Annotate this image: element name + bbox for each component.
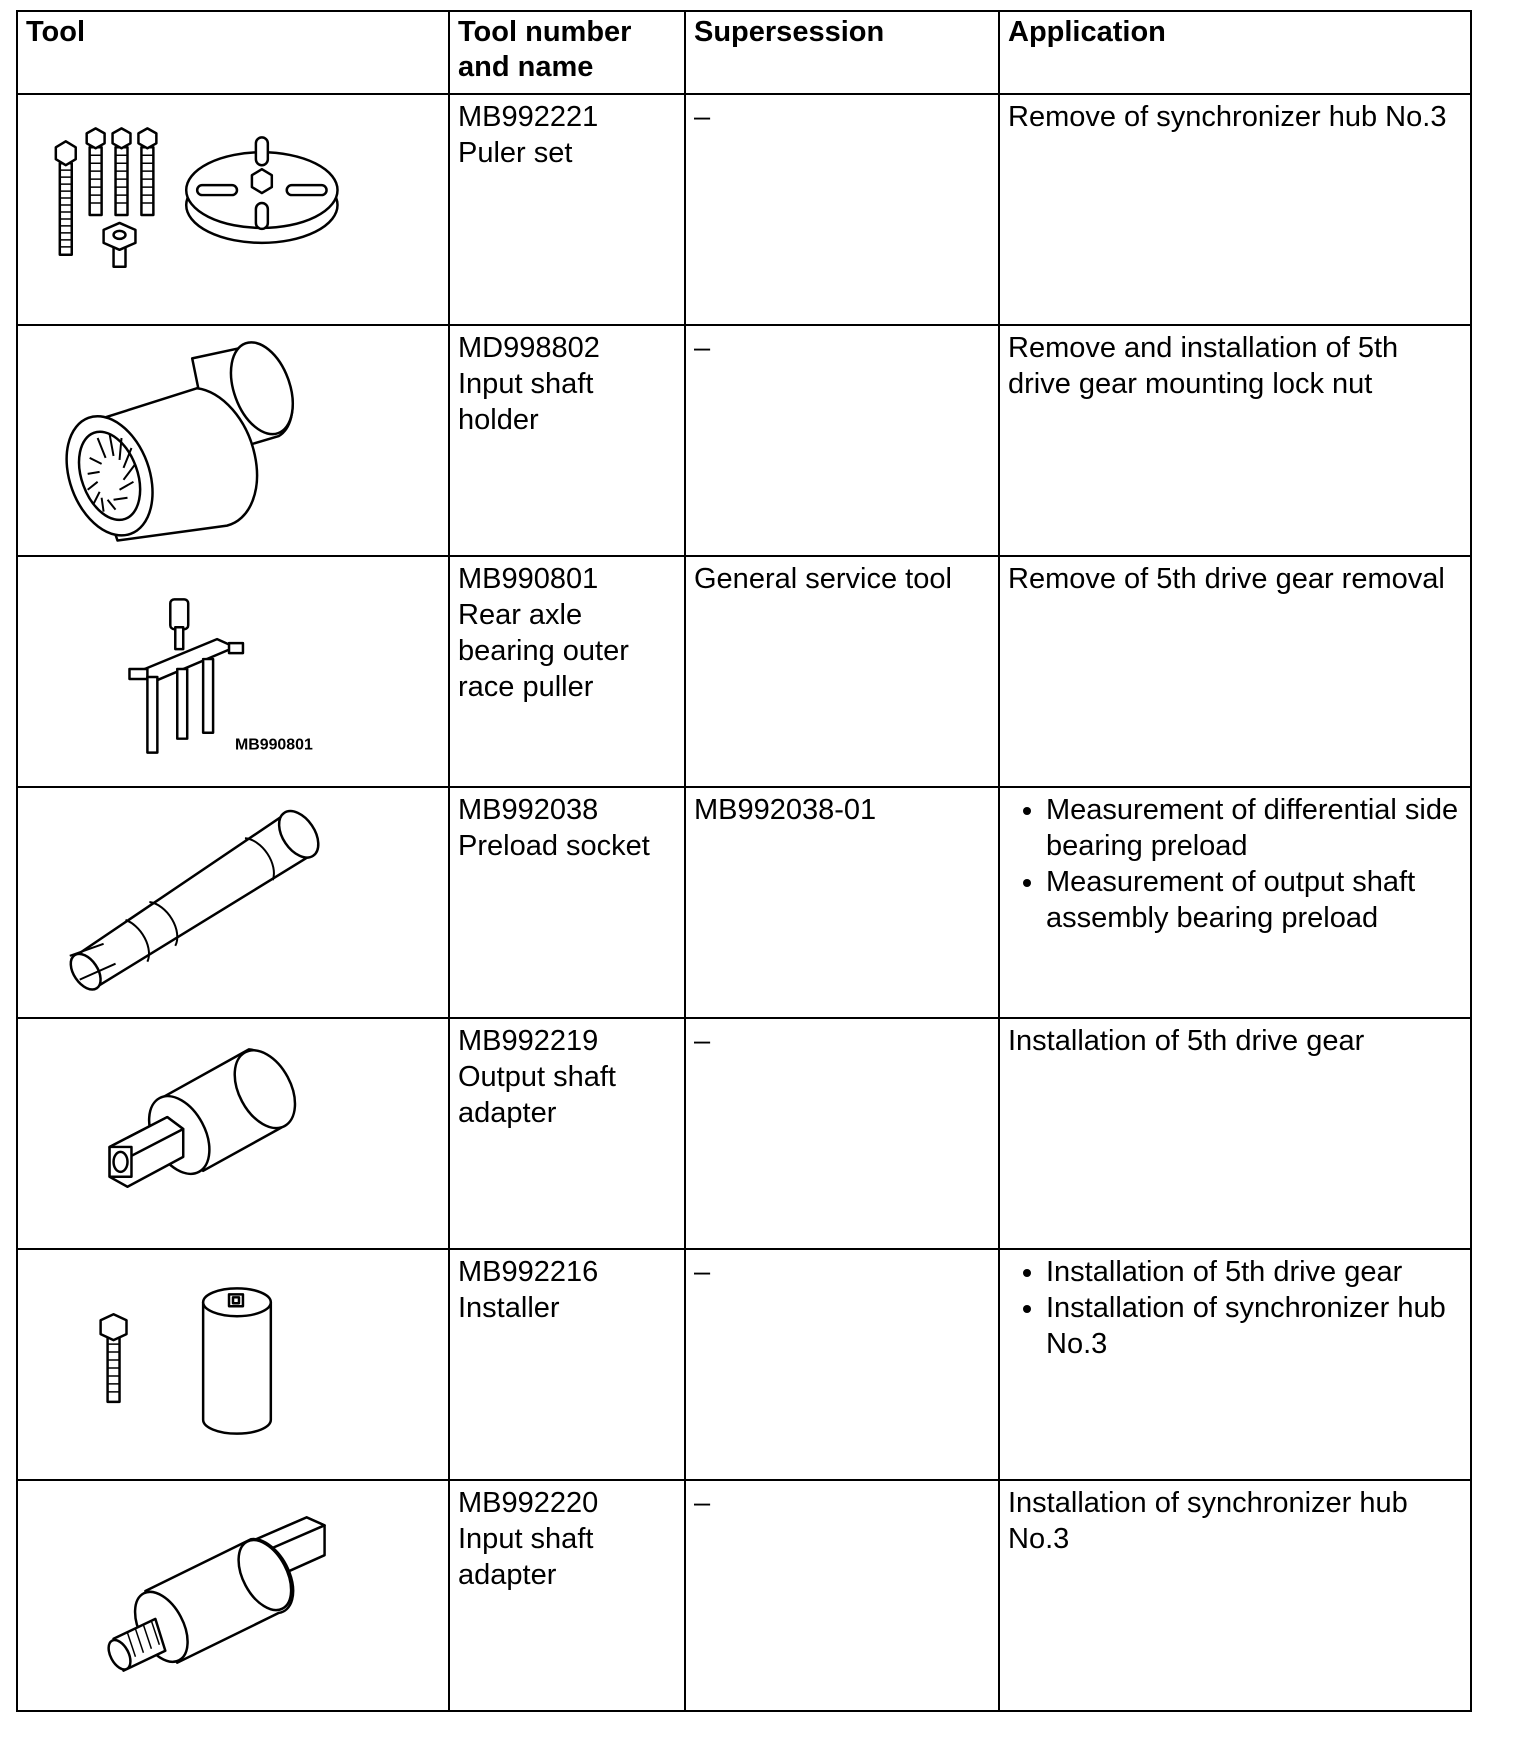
table-row: [17, 787, 1471, 1018]
table-header-row: [17, 11, 1471, 94]
tool-image-cell: [17, 1249, 449, 1480]
tool-number: MB990801: [458, 563, 599, 595]
application-cell: Remove of 5th drive gear removal: [999, 556, 1471, 787]
list-item: • Installation of 5th drive gear: [1046, 1254, 1462, 1290]
application-cell: Installation of synchronizer hub No.3: [999, 1480, 1471, 1711]
header-application: Application: [999, 11, 1471, 94]
tool-image-cell: [17, 325, 449, 556]
tool-number: MB992219: [458, 1025, 599, 1057]
supersession-cell: –: [685, 1018, 999, 1249]
tool-image-cell: [17, 1480, 449, 1711]
tool-name: Puler set: [458, 137, 573, 169]
preload-socket-icon: [18, 788, 448, 1017]
tool-number: MB992221: [458, 101, 599, 133]
application-cell: Installation of 5th drive gear: [999, 1018, 1471, 1249]
bearing-puller-icon: [18, 557, 448, 786]
application-list: [1008, 1254, 1462, 1362]
application-cell: [999, 787, 1471, 1018]
tool-number: MB992038: [458, 794, 599, 826]
tool-image-cell: [17, 1018, 449, 1249]
table-row: [17, 325, 1471, 556]
supersession-cell: General service tool: [685, 556, 999, 787]
supersession-cell: –: [685, 1480, 999, 1711]
application-cell: Remove and installation of 5th drive gear mounting lock nut: [999, 325, 1471, 556]
list-item: • Installation of synchronizer hub No.3: [1046, 1290, 1462, 1362]
tool-name: Preload socket: [458, 830, 650, 862]
tool-name: Input shaft adapter: [458, 1523, 594, 1591]
supersession-cell: –: [685, 325, 999, 556]
tool-number: MB992216: [458, 1256, 599, 1288]
tool-number-name-cell: [449, 1480, 685, 1711]
installer-icon: [18, 1250, 448, 1479]
tool-number-name-cell: [449, 1018, 685, 1249]
table-row: [17, 94, 1471, 325]
tool-number: MB992220: [458, 1487, 599, 1519]
tool-name: Output shaft adapter: [458, 1061, 616, 1129]
tool-number-name-cell: [449, 94, 685, 325]
supersession-cell: –: [685, 1249, 999, 1480]
puller-set-icon: [18, 95, 448, 324]
header-tool-number-name: Tool number and name: [449, 11, 685, 94]
application-list: [1008, 792, 1462, 936]
tool-name: Rear axle bearing outer race puller: [458, 599, 629, 703]
supersession-cell: MB992038-01: [685, 787, 999, 1018]
tool-name: Installer: [458, 1292, 560, 1324]
tool-image-cell: [17, 787, 449, 1018]
tool-number: MD998802: [458, 332, 600, 364]
tool-name: Input shaft holder: [458, 368, 594, 436]
input-shaft-adapter-icon: [18, 1481, 448, 1710]
application-cell: [999, 1249, 1471, 1480]
supersession-cell: –: [685, 94, 999, 325]
tool-image-cell: [17, 556, 449, 787]
table-row: [17, 1018, 1471, 1249]
list-item: • Measurement of output shaft assembly bearing preload: [1046, 864, 1462, 936]
special-tools-table: [16, 10, 1472, 1712]
input-shaft-holder-icon: [18, 326, 448, 555]
table-row: [17, 1480, 1471, 1711]
tool-number-name-cell: [449, 787, 685, 1018]
tool-number-name-cell: [449, 556, 685, 787]
table-row: [17, 1249, 1471, 1480]
tool-label: MB990801: [234, 736, 313, 754]
tool-number-name-cell: [449, 325, 685, 556]
tool-number-name-cell: [449, 1249, 685, 1480]
application-cell: Remove of synchronizer hub No.3: [999, 94, 1471, 325]
tool-image-cell: [17, 94, 449, 325]
header-supersession: Supersession: [685, 11, 999, 94]
output-shaft-adapter-icon: [18, 1019, 448, 1248]
header-tool: Tool: [17, 11, 449, 94]
table-row: [17, 556, 1471, 787]
list-item: • Measurement of differential side bearing preload: [1046, 792, 1462, 864]
